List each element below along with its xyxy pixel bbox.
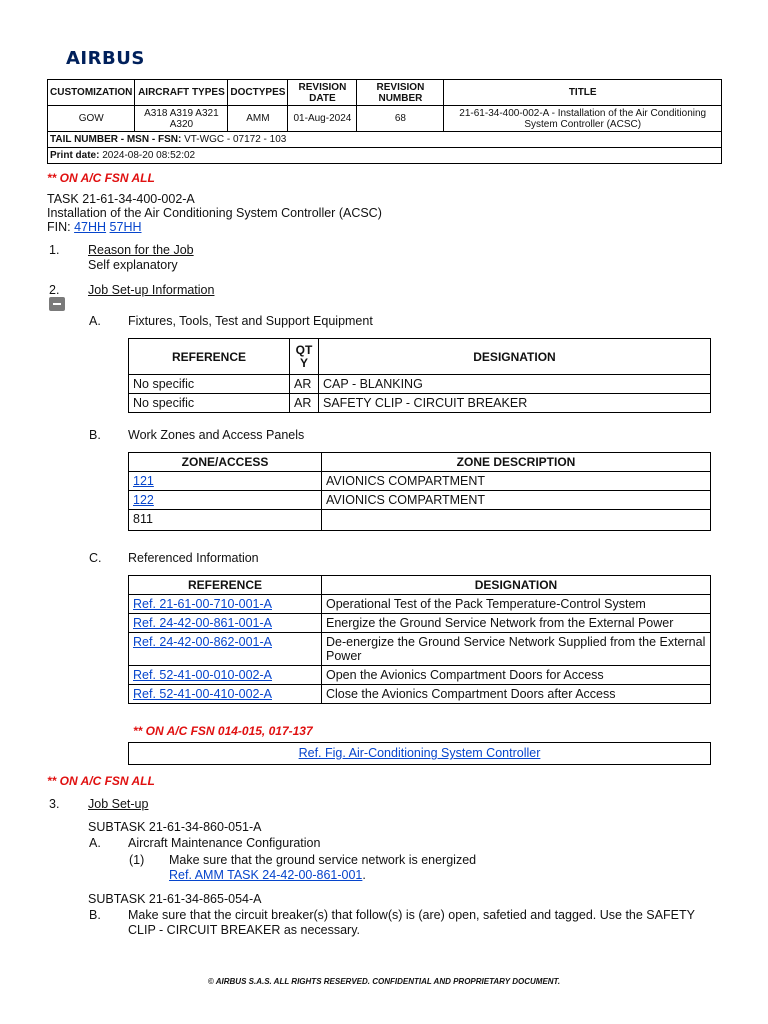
- ref-link[interactable]: Ref. 52-41-00-410-002-A: [133, 687, 272, 701]
- zone-description-cell: AVIONICS COMPARTMENT: [322, 472, 711, 491]
- section-a-title: Fixtures, Tools, Test and Support Equipment: [128, 314, 373, 328]
- header-title-value: 21-61-34-400-002-A - Installation of the Air Conditioning System Controller (ACSC): [444, 106, 722, 132]
- equipment-header-reference: REFERENCE: [129, 339, 290, 375]
- applicability-note-fsn-range: ** ON A/C FSN 014-015, 017-137: [133, 724, 313, 738]
- section-1-body: Self explanatory: [88, 258, 178, 272]
- subtask-2-id: SUBTASK 21-61-34-865-054-A: [88, 892, 262, 906]
- table-row: [129, 685, 711, 704]
- zone-link-121[interactable]: 121: [133, 474, 154, 488]
- header-col-doctypes: DOCTYPES: [228, 80, 288, 106]
- section-3-title: Job Set-up: [88, 797, 149, 811]
- equipment-header-designation: DESIGNATION: [319, 339, 711, 375]
- ref-designation-cell: Open the Avionics Compartment Doors for Access: [322, 666, 711, 685]
- zone-link-122[interactable]: 122: [133, 493, 154, 507]
- table-row: [129, 510, 711, 531]
- section-a-number: A.: [89, 314, 101, 328]
- header-col-title: TITLE: [444, 80, 722, 106]
- step-a-number: A.: [89, 836, 101, 850]
- section-c-title: Referenced Information: [128, 551, 259, 565]
- ref-link[interactable]: Ref. 24-42-00-862-001-A: [133, 635, 272, 649]
- figure-reference-link[interactable]: Ref. Fig. Air-Conditioning System Controller: [298, 746, 541, 760]
- print-date-row: [48, 148, 722, 164]
- figure-reference-box: [128, 742, 711, 765]
- step-a-title: Aircraft Maintenance Configuration: [128, 836, 321, 850]
- header-col-aircraft-types: AIRCRAFT TYPES: [135, 80, 228, 106]
- fin-label: FIN:: [47, 220, 71, 234]
- fin-link-57hh[interactable]: 57HH: [109, 220, 142, 234]
- ref-header-designation: DESIGNATION: [322, 576, 711, 595]
- header-revision-date-value: 01-Aug-2024: [288, 106, 357, 132]
- table-row: [129, 633, 711, 666]
- ref-link[interactable]: Ref. 24-42-00-861-001-A: [133, 616, 272, 630]
- collapse-toggle-button[interactable]: [49, 297, 65, 311]
- ref-designation-cell: De-energize the Ground Service Network Supplied from the External Power: [322, 633, 711, 666]
- task-id: TASK 21-61-34-400-002-A: [47, 192, 195, 206]
- copyright-footer: © AIRBUS S.A.S. ALL RIGHTS RESERVED. CONFIDENTIAL AND PROPRIETARY DOCUMENT.: [207, 977, 561, 986]
- equipment-designation-cell: SAFETY CLIP - CIRCUIT BREAKER: [319, 394, 711, 413]
- section-1-title: Reason for the Job: [88, 243, 194, 257]
- header-customization-value: GOW: [48, 106, 135, 132]
- zones-header-description: ZONE DESCRIPTION: [322, 453, 711, 472]
- tail-number-label: TAIL NUMBER - MSN - FSN:: [50, 134, 182, 145]
- step-b-text: Make sure that the circuit breaker(s) that follow(s) is (are) open, safetied and tagged. Use the SAFETY CLIP - CIRCUIT BREAKER as necessary.: [128, 908, 695, 937]
- step-a1-text: Make sure that the ground service network is energized: [169, 853, 477, 867]
- section-c-number: C.: [89, 551, 102, 565]
- ref-header-reference: REFERENCE: [129, 576, 322, 595]
- header-revision-number-value: 68: [357, 106, 444, 132]
- table-row: [129, 595, 711, 614]
- print-date-label: Print date:: [50, 150, 100, 161]
- tail-number-row: [48, 132, 722, 148]
- equipment-table: [128, 338, 711, 413]
- zone-access-cell: 811: [129, 510, 322, 531]
- ref-link[interactable]: Ref. 21-61-00-710-001-A: [133, 597, 272, 611]
- ref-designation-cell: Close the Avionics Compartment Doors after Access: [322, 685, 711, 704]
- equipment-qty-cell: AR: [290, 375, 319, 394]
- tail-number-value: VT-WGC - 07172 - 103: [184, 134, 287, 145]
- table-row: [129, 394, 711, 413]
- equipment-header-qty: QT Y: [290, 339, 319, 375]
- section-2-number: 2.: [49, 283, 60, 297]
- step-a1-reference-line: [169, 868, 366, 882]
- zone-description-cell: AVIONICS COMPARTMENT: [322, 491, 711, 510]
- equipment-qty-cell: AR: [290, 394, 319, 413]
- equipment-reference-cell: No specific: [129, 394, 290, 413]
- section-b-title: Work Zones and Access Panels: [128, 428, 305, 442]
- print-date-value: 2024-08-20 08:52:02: [102, 150, 196, 161]
- reference-period: .: [362, 868, 366, 882]
- document-header-table: [47, 79, 722, 164]
- header-col-revision-date: REVISION DATE: [288, 80, 357, 106]
- section-2-title: Job Set-up Information: [88, 283, 215, 297]
- amm-task-reference-link[interactable]: Ref. AMM TASK 24-42-00-861-001: [169, 868, 363, 882]
- table-row: [129, 666, 711, 685]
- table-row: [129, 375, 711, 394]
- work-zones-table: [128, 452, 711, 531]
- step-a1-number: (1): [129, 853, 145, 867]
- fin-line: [47, 220, 142, 234]
- section-3-number: 3.: [49, 797, 60, 811]
- applicability-note-top: ** ON A/C FSN ALL: [47, 171, 155, 185]
- equipment-designation-cell: CAP - BLANKING: [319, 375, 711, 394]
- header-col-customization: CUSTOMIZATION: [48, 80, 135, 106]
- ref-designation-cell: Operational Test of the Pack Temperature-Control System: [322, 595, 711, 614]
- referenced-info-table: [128, 575, 711, 704]
- section-1-number: 1.: [49, 243, 60, 257]
- equipment-reference-cell: No specific: [129, 375, 290, 394]
- table-row: [129, 614, 711, 633]
- fin-link-47hh[interactable]: 47HH: [74, 220, 107, 234]
- applicability-note-all: ** ON A/C FSN ALL: [47, 774, 155, 788]
- airbus-logo: AIRBUS: [66, 48, 145, 69]
- table-row: [129, 491, 711, 510]
- header-doctypes-value: AMM: [228, 106, 288, 132]
- subtask-1-id: SUBTASK 21-61-34-860-051-A: [88, 820, 262, 834]
- task-title: Installation of the Air Conditioning System Controller (ACSC): [47, 206, 382, 220]
- ref-link[interactable]: Ref. 52-41-00-010-002-A: [133, 668, 272, 682]
- zones-header-access: ZONE/ACCESS: [129, 453, 322, 472]
- ref-designation-cell: Energize the Ground Service Network from the External Power: [322, 614, 711, 633]
- table-row: [129, 472, 711, 491]
- step-b-number: B.: [89, 908, 101, 922]
- zone-description-cell: [322, 510, 711, 531]
- header-col-revision-number: REVISION NUMBER: [357, 80, 444, 106]
- header-aircraft-types-value: A318 A319 A321 A320: [135, 106, 228, 132]
- section-b-number: B.: [89, 428, 101, 442]
